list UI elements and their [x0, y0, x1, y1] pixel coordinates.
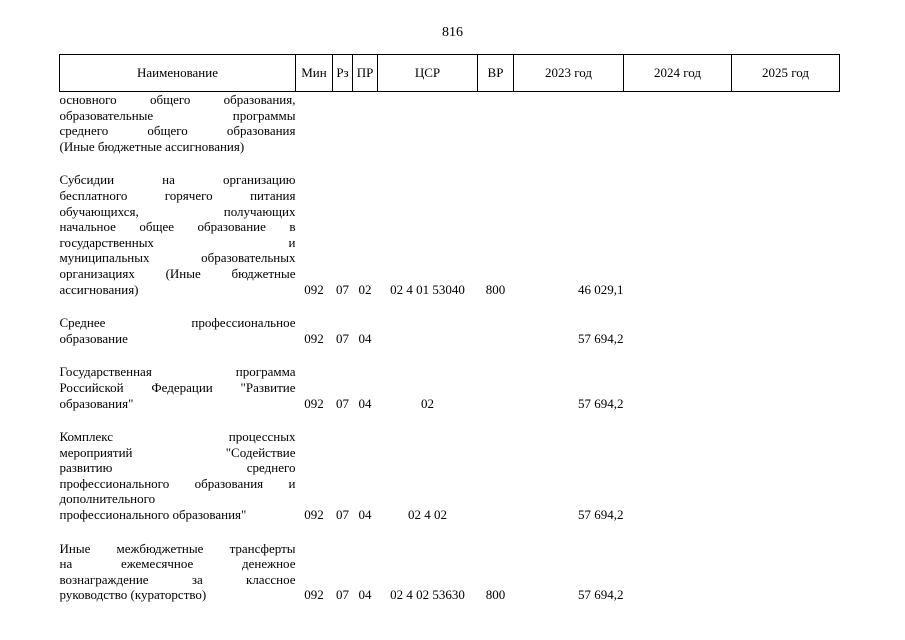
- table-row: [60, 172, 840, 297]
- table-row: [60, 541, 840, 603]
- row-name-line: Среднее профессиональное: [59, 315, 296, 331]
- row-name-cell: [60, 315, 296, 346]
- table-header-row: [60, 55, 840, 92]
- row-name-line: бесплатного горячего питания: [59, 187, 296, 203]
- cell-vr: [478, 92, 514, 155]
- cell-min: 092: [304, 507, 324, 523]
- table-row: [60, 429, 840, 523]
- row-name-line: (Иные бюджетные ассигнования): [59, 138, 245, 154]
- cell-y2025: [732, 364, 840, 411]
- row-name-line: образование: [59, 330, 128, 346]
- table-row: [60, 92, 840, 155]
- row-name-line: Государственная программа: [59, 364, 296, 380]
- row-name-line: среднего общего образования: [59, 123, 296, 139]
- cell-pr: 02: [358, 281, 372, 297]
- budget-table: [59, 54, 840, 603]
- cell-csr: 02: [421, 395, 434, 411]
- cell-rz: 07: [336, 395, 349, 411]
- cell-csr: 02 4 02 53630: [390, 587, 465, 603]
- row-name-line: образования": [59, 395, 134, 411]
- cell-y2025: [732, 541, 840, 603]
- row-name-cell: [60, 172, 296, 297]
- cell-y2023: 57 694,2: [578, 587, 624, 603]
- row-name-cell: [60, 92, 296, 155]
- cell-y2024: [624, 315, 732, 346]
- header-vr: ВР: [478, 55, 514, 92]
- row-name-line: Иные межбюджетные трансферты: [59, 540, 296, 556]
- row-name-line: организациях (Иные бюджетные: [59, 265, 296, 281]
- cell-pr: 04: [358, 330, 372, 346]
- cell-vr: [478, 315, 514, 346]
- row-name-cell: [60, 429, 296, 523]
- row-spacer-cell: [60, 523, 840, 541]
- page-number: 816: [442, 25, 463, 40]
- header-2024: 2024 год: [624, 55, 732, 92]
- cell-csr: [378, 315, 478, 346]
- cell-min: 092: [304, 330, 324, 346]
- row-name-line: развитию среднего: [59, 460, 296, 476]
- cell-rz: 07: [336, 330, 349, 346]
- row-spacer-cell: [60, 411, 840, 429]
- cell-y2024: [624, 364, 732, 411]
- cell-pr: 04: [358, 395, 372, 411]
- header-min: Мин: [296, 55, 333, 92]
- cell-rz: [333, 92, 353, 155]
- row-spacer-cell: [60, 154, 840, 172]
- row-name-line: дополнительного: [59, 491, 156, 507]
- cell-vr: 800: [485, 587, 506, 603]
- cell-y2025: [732, 429, 840, 523]
- row-name-line: вознаграждение за классное: [59, 571, 296, 587]
- cell-y2024: [624, 429, 732, 523]
- cell-y2023: 57 694,2: [578, 395, 624, 411]
- header-name: Наименование: [60, 55, 296, 92]
- header-csr: ЦСР: [378, 55, 478, 92]
- cell-y2025: [732, 315, 840, 346]
- row-spacer: [60, 154, 840, 172]
- row-spacer-cell: [60, 297, 840, 315]
- row-name-line: профессионального образования": [59, 507, 247, 523]
- row-name-line: мероприятий "Содействие: [59, 444, 296, 460]
- row-name-line: Комплекс процессных: [59, 429, 296, 445]
- table-row: [60, 364, 840, 411]
- cell-y2023: 46 029,1: [578, 281, 624, 297]
- row-name-cell: [60, 541, 296, 603]
- cell-y2024: [624, 172, 732, 297]
- cell-y2024: [624, 541, 732, 603]
- row-spacer: [60, 297, 840, 315]
- cell-min: 092: [304, 587, 324, 603]
- cell-y2024: [624, 92, 732, 155]
- row-name-line: Субсидии на организацию: [59, 172, 296, 188]
- header-2025: 2025 год: [732, 55, 840, 92]
- cell-y2025: [732, 172, 840, 297]
- cell-pr: [353, 92, 378, 155]
- cell-rz: 07: [336, 587, 349, 603]
- row-name-line: на ежемесячное денежное: [59, 556, 296, 572]
- row-name-line: образовательные программы: [59, 107, 296, 123]
- row-name-line: обучающихся, получающих: [59, 203, 296, 219]
- cell-csr: [378, 92, 478, 155]
- row-spacer: [60, 346, 840, 364]
- header-2023: 2023 год: [514, 55, 624, 92]
- header-pr: ПР: [353, 55, 378, 92]
- row-name-cell: [60, 364, 296, 411]
- cell-y2023: 57 694,2: [578, 507, 624, 523]
- table-body: [60, 92, 840, 604]
- row-name-line: государственных и: [59, 234, 296, 250]
- cell-min: [296, 92, 333, 155]
- row-name-line: начальное общее образование в: [59, 219, 296, 235]
- row-spacer-cell: [60, 346, 840, 364]
- cell-y2025: [732, 92, 840, 155]
- row-name-line: муниципальных образовательных: [59, 250, 296, 266]
- row-name-line: основного общего образования,: [59, 92, 296, 107]
- cell-csr: 02 4 02: [408, 507, 447, 523]
- cell-y2023: [514, 92, 624, 155]
- cell-min: 092: [304, 281, 324, 297]
- row-spacer: [60, 523, 840, 541]
- cell-rz: 07: [336, 507, 349, 523]
- row-name-line: профессионального образования и: [59, 475, 296, 491]
- row-name-line: руководство (кураторство): [59, 587, 207, 603]
- cell-pr: 04: [358, 507, 372, 523]
- row-spacer: [60, 411, 840, 429]
- cell-csr: 02 4 01 53040: [390, 281, 465, 297]
- row-name-line: ассигнования): [59, 281, 139, 297]
- cell-vr: 800: [485, 281, 506, 297]
- cell-vr: [478, 429, 514, 523]
- cell-min: 092: [304, 395, 324, 411]
- table-row: [60, 315, 840, 346]
- row-name-line: Российской Федерации "Развитие: [59, 379, 296, 395]
- cell-rz: 07: [336, 281, 349, 297]
- cell-pr: 04: [358, 587, 372, 603]
- cell-vr: [478, 364, 514, 411]
- header-rz: Рз: [333, 55, 353, 92]
- cell-y2023: 57 694,2: [578, 330, 624, 346]
